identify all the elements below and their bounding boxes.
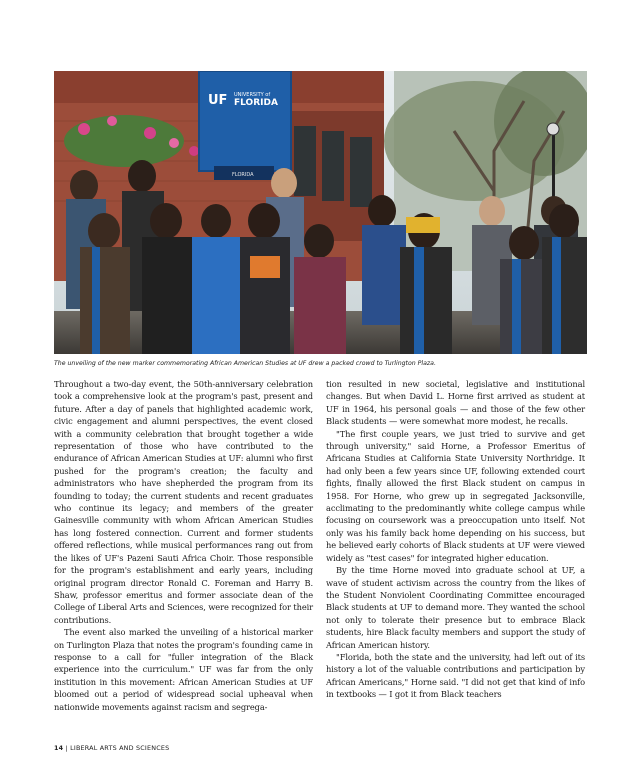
footer-separator: | (65, 744, 68, 752)
paragraph: "The first couple years, we just tried to survive and get through university," said Horne, a Professor Emeritus of Africana Studies at California State University Northridge. It had only been a few years since UF, following extended court fights, finally allowed the first Black student on campus in 1958. For Horne, who grew up in segregated Jacksonville, acclimating to the predominantly white college campus while focusing on coursework was a preoccupation unto itself. Not only was his family back home depending on his success, but he believed early cohorts of Black students at UF were viewed widely as "test cases" for integrated higher education. (326, 428, 585, 563)
paragraph: Throughout a two-day event, the 50th-anniversary celebration took a comprehensive look at the program's past, present and future. After a day of panels that highlighted academic work, civic engagement and alumni perspectives, the event closed with a community celebration that brought together a wide representation of those who have contributed to the endurance of African American Studies at UF: alumni who first pushed for the program's creation; the faculty and administrators who have shepherded the program from its founding to today; the current students and recent graduates who continue its legacy; and members of the greater Gainesville community with whom African American Studies has long fostered connection. Current and former students offered reflections, while musical performances rang out from the likes of UF's Pazeni Sauti Africa Choir. Those responsible for the program's establishment and early years, including original program director Ronald C. Foreman and Harry B. Shaw, professor emeritus and former associate dean of the College of Liberal Arts and Sciences, were recognized for their contributions. (54, 379, 313, 625)
paragraph: tion resulted in new societal, legislative and institutional changes. But when David L. Horne first arrived as student at UF in 1964, his personal goals — and those of the few other Black students — were somewhat more modest, he recalls. (326, 379, 585, 427)
paragraph: "Florida, both the state and the university, had left out of its history a lot of the valuable contributions and participation by African Americans," Horne said. "I did not get that kind of info in textbooks — I got it from Black teachers (326, 651, 585, 700)
article-column-left (54, 378, 313, 713)
plaque-label: FLORIDA (232, 172, 254, 178)
page-number: 14 (54, 744, 64, 752)
banner-logo: UF (208, 93, 228, 108)
page-footer (54, 744, 169, 752)
banner-line2: FLORIDA (234, 98, 278, 108)
crowd-photo-illustration (54, 71, 587, 354)
banner-line1: UNIVERSITY of (234, 92, 271, 98)
article-column-right (326, 378, 585, 701)
paragraph: By the time Horne moved into graduate school at UF, a wave of student activism across the country from the likes of the Student Nonviolent Coordinating Committee encouraged Black students at UF to demand more. They wanted the school not only to tolerate their presence but to embrace Black students, hire Black faculty members and support the study of African American history. (326, 565, 585, 650)
footer-section-name: LIBERAL ARTS AND SCIENCES (70, 744, 170, 752)
feature-photo (54, 71, 587, 354)
paragraph: The event also marked the unveiling of a historical marker on Turlington Plaza that notes the program's founding came in response to a call for "fuller integration of the Black experience into the curriculum." UF was far from the only institution in this movement: African American Studies at UF bloomed out a period of widespread social upheaval when nationwide movements against racism and segrega- (54, 627, 313, 712)
photo-caption: The unveiling of the new marker commemorating African American Studies at UF drew a packed crowd to Turlington Plaza. (54, 360, 436, 367)
